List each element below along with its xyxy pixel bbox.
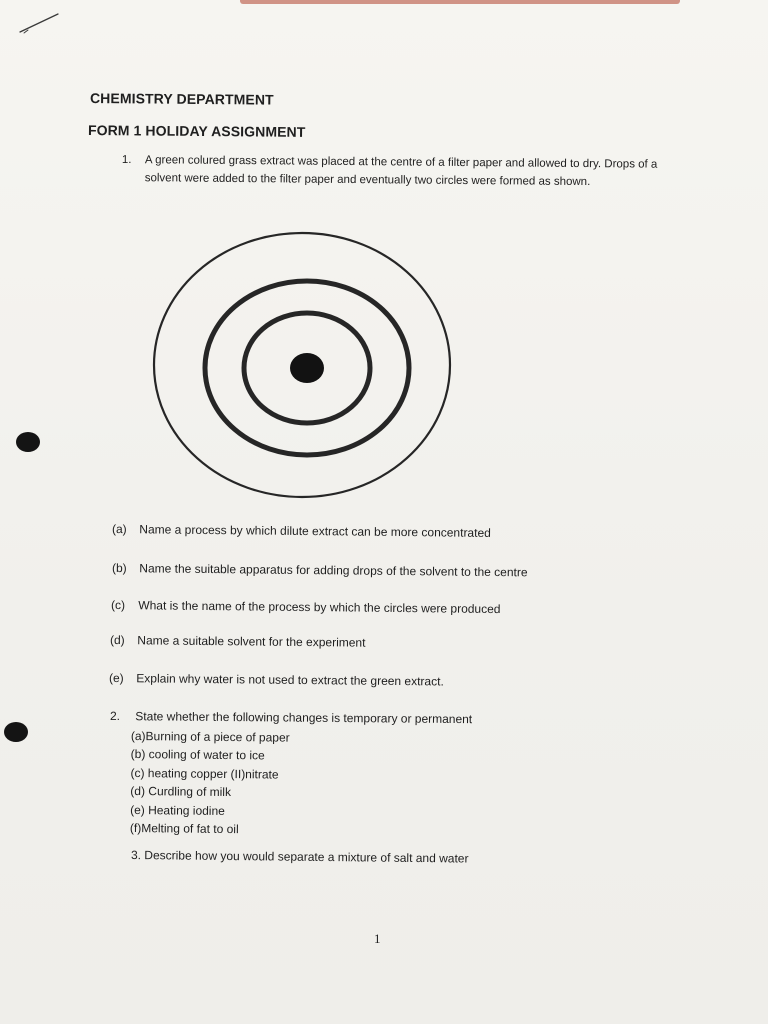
punch-hole <box>16 432 40 452</box>
question-1c-label: (c) <box>110 598 126 613</box>
question-1-text: A green colured grass extract was placed at the centre of a filter paper and allowed to dry. Drops of a solvent were added to the filter paper and eventually two circles were formed as shown. <box>144 154 658 189</box>
question-1e <box>109 671 444 689</box>
department-heading: CHEMISTRY DEPARTMENT <box>89 90 274 108</box>
question-1-number: 1. <box>121 153 132 167</box>
question-1a-label: (a) <box>111 522 127 537</box>
question-1 <box>122 151 682 192</box>
chromatography-diagram <box>150 225 460 505</box>
list-item: (a)Burning of a piece of paper <box>130 728 290 745</box>
pen-stroke-mark <box>18 10 62 36</box>
question-3: 3. Describe how you would separate a mixture of salt and water <box>130 848 469 866</box>
question-1d-label: (d) <box>109 633 125 648</box>
question-1b <box>112 561 528 579</box>
list-item: (c) heating copper (II)nitrate <box>130 765 279 782</box>
question-1d-text: Name a suitable solvent for the experiment <box>137 633 366 650</box>
center-spot <box>290 353 324 383</box>
punch-hole <box>4 722 28 742</box>
question-2 <box>110 709 472 726</box>
question-1b-label: (b) <box>111 561 127 576</box>
page-top-edge <box>240 0 680 4</box>
question-1d <box>110 633 366 650</box>
question-1c-text: What is the name of the process by which the circles were produced <box>138 598 501 617</box>
question-1b-text: Name the suitable apparatus for adding drops of the solvent to the centre <box>139 561 528 580</box>
question-1e-label: (e) <box>108 671 124 686</box>
question-1e-text: Explain why water is not used to extract the green extract. <box>136 671 444 689</box>
list-item: (e) Heating iodine <box>130 802 225 818</box>
list-item: (b) cooling of water to ice <box>130 747 265 763</box>
assignment-title: FORM 1 HOLIDAY ASSIGNMENT <box>87 122 306 140</box>
question-2-text: State whether the following changes is temporary or permanent <box>135 709 473 727</box>
question-1a-text: Name a process by which dilute extract can be more concentrated <box>139 522 491 540</box>
page-number: 1 <box>374 931 381 946</box>
question-1a <box>112 522 491 540</box>
list-item: (d) Curdling of milk <box>130 784 232 800</box>
question-2-number: 2. <box>109 709 121 724</box>
list-item: (f)Melting of fat to oil <box>129 821 239 837</box>
question-1c <box>111 598 501 616</box>
question-2-list <box>130 727 290 839</box>
